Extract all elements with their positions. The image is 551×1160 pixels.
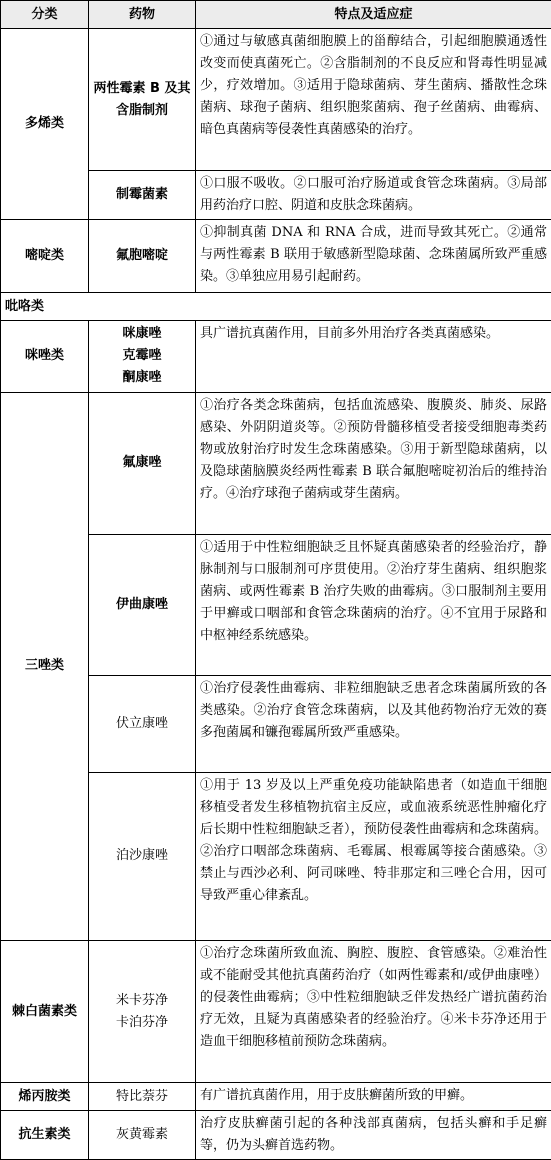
group-title-azole: 吡咯类 <box>1 293 551 320</box>
desc-terbinafine: 有广谱抗真菌作用，用于皮肤癣菌所致的甲癣。 <box>196 1083 551 1110</box>
table-row <box>1 293 551 320</box>
drug-imidazole-list <box>89 320 196 392</box>
drug-posaconazole: 泊沙康唑 <box>89 772 196 940</box>
desc-imidazole: 具广谱抗真菌作用，目前多外用治疗各类真菌感染。 <box>196 320 551 392</box>
drug-flucytosine: 氟胞嘧啶 <box>89 220 196 293</box>
category-antibiotic: 抗生素类 <box>1 1110 89 1159</box>
drug-griseofulvin: 灰黄霉素 <box>89 1110 196 1159</box>
drug-itraconazole: 伊曲康唑 <box>89 534 196 676</box>
table-row <box>1 940 551 1083</box>
drug-terbinafine: 特比萘芬 <box>89 1083 196 1110</box>
desc-amphotericin: ①通过与敏感真菌细胞膜上的甾醇结合，引起细胞膜通透性改变而使真菌死亡。②含脂制剂的不良反应和肾毒性明显减少，疗效增加。③适用于隐球菌病、芽生菌病、播散性念珠菌病、球孢子菌病、组织胞浆菌病、孢子丝菌病、曲霉病、暗色真菌病等侵袭性真菌感染的治疗。 <box>196 29 551 171</box>
drug-amphotericin: 两性霉素 B 及其含脂制剂 <box>89 29 196 171</box>
table-row <box>1 320 551 392</box>
category-echinocandin: 棘白菌素类 <box>1 940 89 1083</box>
drug-miconazole: 咪康唑 <box>122 326 162 342</box>
table-row <box>1 220 551 293</box>
header-drug: 药物 <box>89 1 196 29</box>
table-row <box>1 29 551 171</box>
drug-clotrimazole: 克霉唑 <box>122 348 162 364</box>
table-row <box>1 1083 551 1110</box>
drug-caspofungin: 卡泊芬净 <box>115 1014 168 1030</box>
desc-griseofulvin: 治疗皮肤癣菌引起的各种浅部真菌病，包括头癣和手足癣等，仍为头癣首选药物。 <box>196 1110 551 1159</box>
desc-nystatin: ①口服不吸收。②口服可治疗肠道或食管念珠菌病。③局部用药治疗口腔、阴道和皮肤念珠菌病。 <box>196 170 551 219</box>
desc-posaconazole: ①用于 13 岁及以上严重免疫功能缺陷患者（如造血干细胞移植受者发生移植物抗宿主反应，或血液系统恶性肿瘤化疗后长期中性粒细胞缺乏者），预防侵袭性曲霉病和念珠菌病。②治疗口咽部念珠菌病、毛霉属、根霉属等接合菌感染。③禁止与西沙必利、阿司咪唑、特非那定和三唑仑合用，因可导致严重心律紊乱。 <box>196 772 551 940</box>
category-triazole: 三唑类 <box>1 392 89 940</box>
drug-voriconazole: 伏立康唑 <box>89 676 196 772</box>
desc-echinocandin: ①治疗念珠菌所致血流、胸腔、腹腔、食管感染。②难治性或不能耐受其他抗真菌药治疗（如两性霉素和/或伊曲康唑）的侵袭性曲霉病；③中性粒细胞缺乏伴发热经广谱抗菌药治疗无效，且疑为真菌感染者的经验治疗。④米卡芬净还用于造血干细胞移植前预防念珠菌病。 <box>196 940 551 1083</box>
desc-voriconazole: ①治疗侵袭性曲霉病、非粒细胞缺乏患者念珠菌属所致的各类感染。②治疗食管念珠菌病，以及其他药物治疗无效的赛多孢菌属和镰孢霉属所致严重感染。 <box>196 676 551 772</box>
table-row <box>1 392 551 534</box>
header-category: 分类 <box>1 1 89 29</box>
drug-ketoconazole: 酮康唑 <box>122 370 162 386</box>
drug-micafungin: 米卡芬净 <box>115 992 168 1008</box>
category-allylamine: 烯丙胺类 <box>1 1083 89 1110</box>
desc-flucytosine: ①抑制真菌 DNA 和 RNA 合成，进而导致其死亡。②通常与两性霉素 B 联用于敏感新型隐球菌、念珠菌属所致严重感染。③单独应用易引起耐药。 <box>196 220 551 293</box>
drug-nystatin: 制霉菌素 <box>89 170 196 219</box>
desc-fluconazole: ①治疗各类念珠菌病，包括血流感染、腹膜炎、肺炎、尿路感染、外阴阴道炎等。②预防骨髓移植受者接受细胞毒类药物或放射治疗时发生念珠菌感染。③用于新型隐球菌病，以及隐球菌脑膜炎经两性霉素 B 联合氟胞嘧啶初治后的维持治疗。④治疗球孢子菌病或芽生菌病。 <box>196 392 551 534</box>
desc-itraconazole: ①适用于中性粒细胞缺乏且怀疑真菌感染者的经验治疗，静脉制剂与口服制剂可序贯使用。②治疗芽生菌病、组织胞浆菌病、或两性霉素 B 治疗失败的曲霉病。③口服制剂主要用于甲癣或口咽部和食管念珠菌病的治疗。④不宜用于尿路和中枢神经系统感染。 <box>196 534 551 676</box>
drug-fluconazole: 氟康唑 <box>89 392 196 534</box>
header-features: 特点及适应症 <box>196 1 551 29</box>
category-polyene: 多烯类 <box>1 29 89 220</box>
category-pyrimidine: 嘧啶类 <box>1 220 89 293</box>
category-imidazole: 咪唑类 <box>1 320 89 392</box>
drug-echinocandin-list <box>89 940 196 1083</box>
table-header-row <box>1 1 551 29</box>
table-row <box>1 1110 551 1159</box>
